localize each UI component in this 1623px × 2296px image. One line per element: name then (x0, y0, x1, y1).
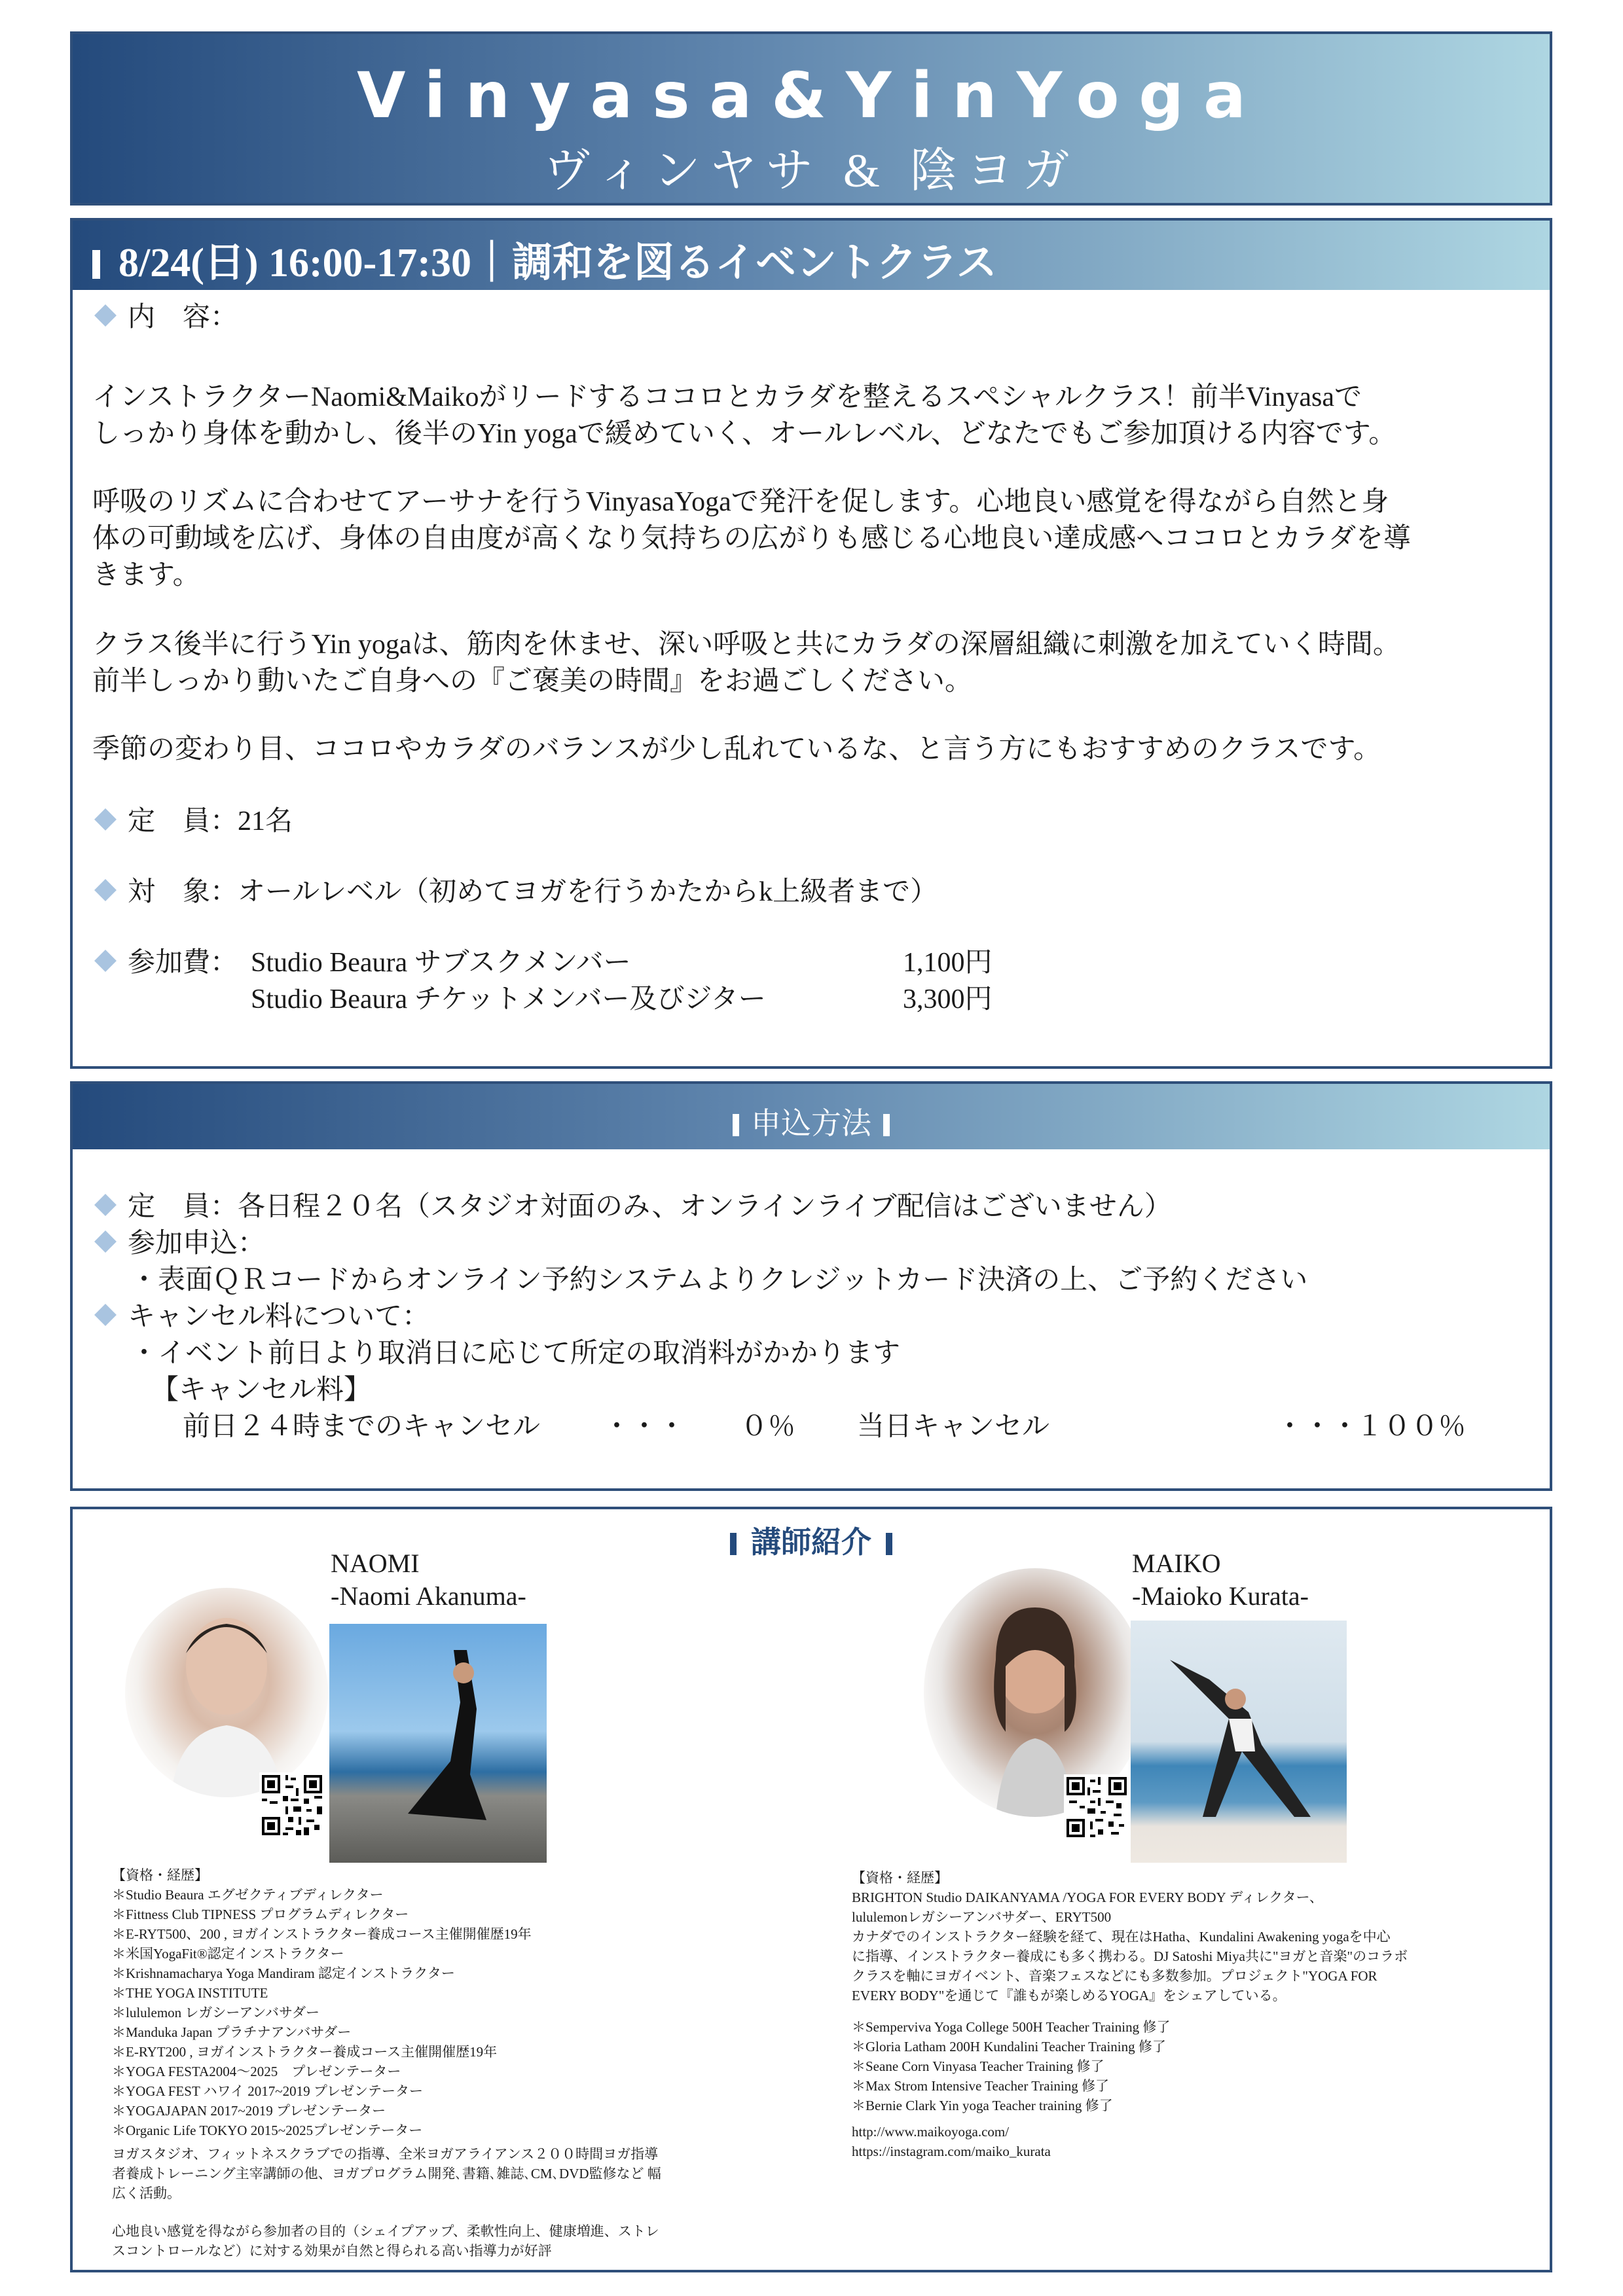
cancel-dots: ・・・ (1276, 1412, 1359, 1442)
cancel-text: ・イベント前日より取消日に応じて所定の取消料がかかります (130, 1338, 901, 1369)
paragraph-yin: クラス後半に行うYin yogaは、筋肉を休ませ、深い呼吸と共にカラダの深層組織に刺激を加えていく時間。 前半しっかり動いたご自身への『ご褒美の時間』をお過ごしください。 (92, 630, 1400, 696)
naomi-name: NAOMI (331, 1549, 420, 1578)
diamond-bullet-icon (94, 808, 117, 831)
fee-name: Studio Beaura サブスクメンバー (251, 948, 631, 978)
cancel-row-sameday: 当日キャンセル (857, 1412, 1050, 1442)
instructors-section (70, 1507, 1552, 2272)
maiko-fullname: -Maioko Kurata- (1132, 1581, 1309, 1611)
apply-heading: 申込方法 (751, 1107, 871, 1140)
paragraph-vinyasa: 呼吸のリズムに合わせてアーサナを行うVinyasaYogaで発汗を促します。心地良い感覚を得ながら自然と身 体の可動域を広げ、身体の自由度が高くなり気持ちの広がりも感じる心地良い達成感へココロとカラダを導 きます。 (92, 487, 1411, 590)
qr-code-icon (1064, 1774, 1129, 1840)
cancel-row-prior: 前日２４時までのキャンセル (183, 1412, 541, 1442)
maiko-qr-code[interactable] (1064, 1774, 1129, 1840)
naomi-fullname: -Naomi Akanuma- (331, 1581, 526, 1611)
maiko-pose-photo (1131, 1621, 1347, 1863)
maiko-name: MAIKO (1132, 1549, 1221, 1578)
diamond-bullet-icon (94, 304, 117, 327)
fee-price-ticket: 3,300円 (903, 984, 993, 1014)
maiko-trainings: ＊Semperviva Yoga College 500H Teacher Training 修了 ＊Gloria Latham 200H Kundalini Teacher Training 修了 ＊Seane Corn Vinyasa Teacher Training 修了 ＊Max Strom Intensive Teacher Training 修了 ＊Bernie Clark Yin yoga Teacher training 修了 (852, 2019, 1171, 2113)
heading-marker (730, 1533, 737, 1555)
paragraph-intro: インストラクターNaomi&Maikoがリードするココロとカラダを整えるスペシャルクラス！前半Vinyasaで しっかり身体を動かし、後半のYin yogaで緩めていく、オールレベル、どなたでもご参加頂ける内容です。 (92, 382, 1396, 449)
maiko-website-link[interactable]: http://www.maikoyoga.com/ (852, 2124, 1010, 2140)
cancel-heading: 【キャンセル料】 (151, 1375, 372, 1405)
event-heading-bar (73, 221, 1550, 290)
fee-name: Studio Beaura チケットメンバー及びジター (251, 984, 766, 1014)
title-banner (70, 31, 1552, 206)
heading-marker (883, 1114, 890, 1136)
naomi-bio-2: 心地良い感覚を得ながら参加者の目的（シェイプアップ、柔軟性向上、健康増進、ストレ スコントロールなど）に対する効果が自然と得られる高い指導力が好評 (112, 2223, 659, 2259)
capacity-text: 定 員：21名 (128, 806, 293, 836)
event-heading: 8/24(日) 16:00-17:30｜調和を図るイベントクラス (119, 241, 997, 285)
apply-label: 参加申込： (128, 1229, 266, 1259)
maiko-links (852, 2122, 1051, 2161)
diamond-bullet-icon (94, 1194, 117, 1216)
cancel-dots: ・・・ (603, 1412, 686, 1442)
yoga-pose-icon (329, 1624, 547, 1863)
yoga-pose-icon (1131, 1621, 1347, 1863)
event-section (70, 218, 1552, 1069)
cancel-value-sameday: １００％ (1356, 1412, 1467, 1442)
naomi-qr-code[interactable] (259, 1772, 325, 1838)
fee-label: 参加費： (128, 948, 238, 978)
maiko-career: 【資格・経歴】 BRIGHTON Studio DAIKANYAMA /YOGA FOR EVERY BODY ディレクター、 lululemonレガシーアンバサダー、ERYT500 カナダでのインストラクター経験を経て、現在はHatha、Kundalini Awakening yogaを中心 に指導、インストラクター養成にも多く携わる。DJ Satoshi Miya共に"ヨガと音楽"のコラボ クラスを軸にヨガイベント、音楽フェスなどにも多数参加。プロジェクト"YOGA FOR EVERY BODY"を通じて『誰もが楽しめるYOGA』をシェアしている。 (852, 1870, 1408, 2003)
diamond-bullet-icon (94, 1230, 117, 1253)
paragraph-season: 季節の変わり目、ココロやカラダのバランスが少し乱れているな、と言う方にもおすすめのクラスです。 (92, 734, 1381, 764)
apply-section (70, 1081, 1552, 1491)
naomi-bio: ヨガスタジオ、フィットネスクラブでの指導、全米ヨガアライアンス２００時間ヨガ指導 者養成トレーニング主宰講師の他、ヨガプログラム開発､書籍､雑誌､CM､DVD監修など 幅 広く活動。 (112, 2146, 661, 2201)
heading-marker (886, 1533, 892, 1555)
cancel-value-prior: ０％ (740, 1412, 796, 1442)
diamond-bullet-icon (94, 950, 117, 972)
maiko-instagram-link[interactable]: https://instagram.com/maiko_kurata (852, 2144, 1051, 2159)
apply-heading-bar (73, 1084, 1550, 1149)
instructors-heading-row (73, 1518, 1550, 1562)
fee-row-ticket (251, 981, 766, 1018)
portrait-icon (125, 1588, 328, 1797)
naomi-career: 【資格・経歴】 ＊Studio Beaura エグゼクティブディレクター ＊Fittness Club TIPNESS プログラムディレクター ＊E-RYT500、200 , ヨガインストラクター養成コース主催開催歴19年 ＊米国YogaFit®認定インストラクター ＊Krishnamacharya Yoga Mandiram 認定インストラクター ＊THE YOGA INSTITUTE ＊lululemon レガシーアンバサダー ＊Manduka Japan プラチナアンバサダー ＊E-RYT200 , ヨガインストラクター養成コース主催開催歴19年 ＊YOGA FESTA2004～2025 プレゼンテーター ＊YOGA FEST ハワイ 2017~2019 プレゼンテーター ＊YOGAJAPAN 2017~2019 プレゼンテーター ＊Organic Life TOKYO 2015~2025プレゼンテーター (112, 1867, 532, 2138)
apply-text: ・表面ＱＲコードからオンライン予約システムよりクレジットカード決済の上、ご予約ください (130, 1265, 1308, 1295)
apply-capacity: 定 員：各日程２０名（スタジオ対面のみ、オンラインライブ配信はございません） (128, 1192, 1172, 1222)
heading-marker (92, 250, 100, 279)
naomi-pose-photo (329, 1624, 547, 1863)
target-text: 対 象：オールレベル（初めてヨガを行うかたからk上級者まで） (128, 877, 938, 907)
cancel-label: キャンセル料について： (128, 1302, 430, 1332)
instructors-heading: 講師紹介 (751, 1526, 871, 1559)
fee-price-subscription: 1,100円 (903, 948, 993, 978)
diamond-bullet-icon (94, 879, 117, 901)
diamond-bullet-icon (94, 1304, 117, 1326)
naomi-portrait-photo (125, 1588, 328, 1797)
fee-row-subscription (251, 944, 631, 981)
qr-code-icon (259, 1772, 325, 1838)
content-label: 内 容： (128, 302, 238, 332)
title-japanese: ヴィンヤサ & 陰ヨガ (543, 145, 1079, 197)
heading-marker (733, 1114, 739, 1136)
title-english: Vinyasa&YinYoga (357, 59, 1266, 132)
